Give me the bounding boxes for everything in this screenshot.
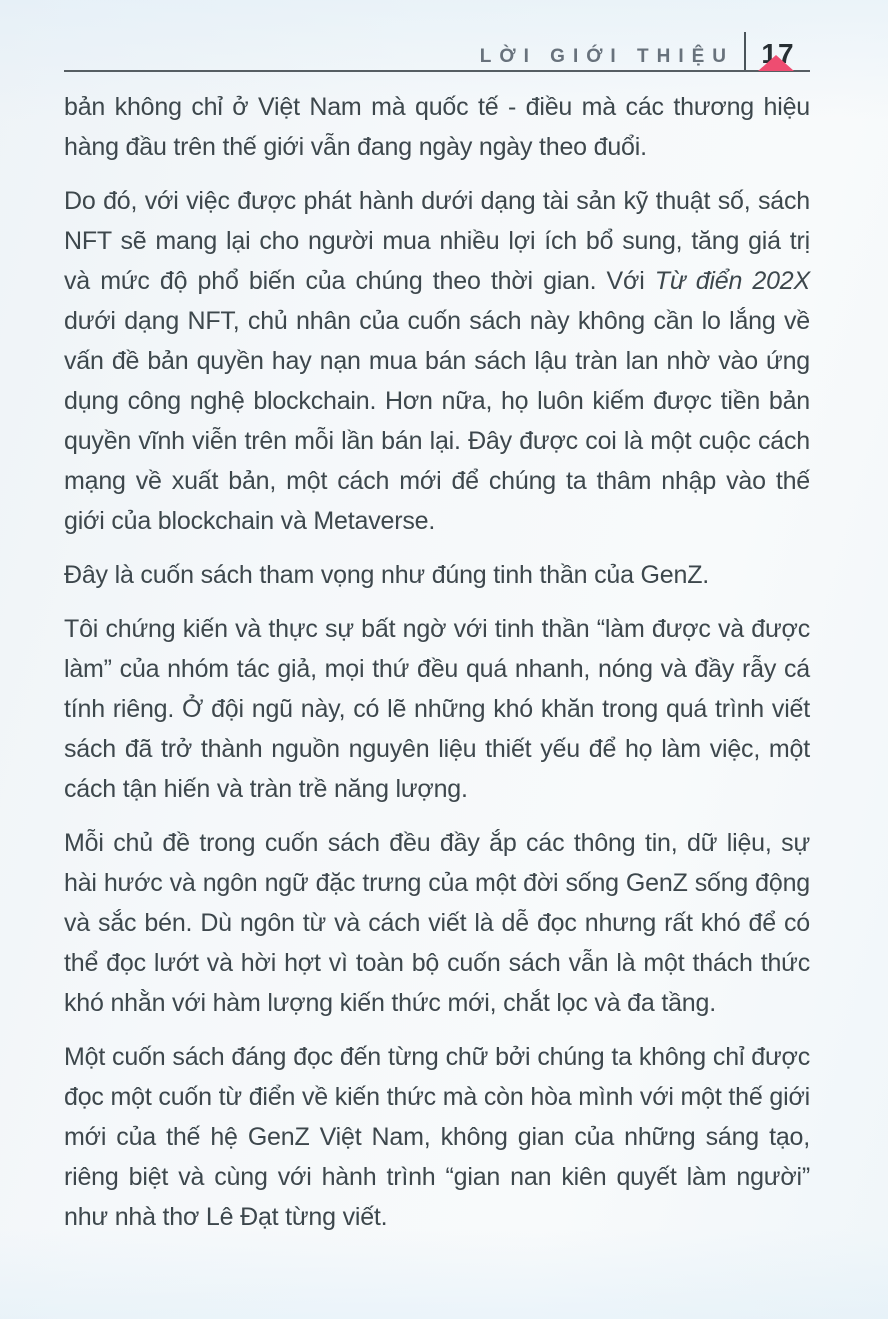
- paragraph: [64, 823, 810, 1023]
- text-run: Tôi chứng kiến và thực sự bất ngờ với tinh thần “làm được và được làm” của nhóm tác giả, mọi thứ đều quá nhanh, nóng và đầy rẫy cá tính riêng. Ở đội ngũ này, có lẽ những khó khăn trong quá trình viết sách đã trở thành nguồn nguyên liệu thiết yếu để họ làm việc, một cách tận hiến và tràn trề năng lượng.: [64, 615, 810, 803]
- text-run: Do đó, với việc được phát hành dưới dạng tài sản kỹ thuật số, sách NFT sẽ mang lại cho người mua nhiều lợi ích bổ sung, tăng giá trị và mức độ phổ biến của chúng theo thời gian. Với: [64, 187, 810, 295]
- text-run: Một cuốn sách đáng đọc đến từng chữ bởi chúng ta không chỉ được đọc một cuốn từ điển về kiến thức mà còn hòa mình với một thế giới mới của thế hệ GenZ Việt Nam, không gian của những sáng tạo, riêng biệt và cùng với hành trình “gian nan kiên quyết làm người” như nhà thơ Lê Đạt từng viết.: [64, 1043, 810, 1231]
- triangle-accent-icon: [758, 55, 794, 71]
- text-run: Mỗi chủ đề trong cuốn sách đều đầy ắp các thông tin, dữ liệu, sự hài hước và ngôn ngữ đặc trưng của một đời sống GenZ sống động và sắc bén. Dù ngôn từ và cách viết là dễ đọc nhưng rất khó để có thể đọc lướt và hời hợt vì toàn bộ cuốn sách vẫn là một thách thức khó nhằn với hàm lượng kiến thức mới, chắt lọc và đa tầng.: [64, 829, 810, 1017]
- body-text: [64, 87, 810, 1237]
- page-number: 17: [761, 38, 795, 69]
- paragraph: [64, 181, 810, 541]
- paragraph: [64, 1037, 810, 1237]
- text-run: Đây là cuốn sách tham vọng như đúng tinh thần của GenZ.: [64, 561, 710, 589]
- paragraph: [64, 87, 810, 167]
- header-rule: [64, 70, 810, 72]
- book-title-italic: Từ điển 202X: [654, 267, 810, 295]
- paragraph: [64, 609, 810, 809]
- text-run: dưới dạng NFT, chủ nhân của cuốn sách này không cần lo lắng về vấn đề bản quyền hay nạn mua bán sách lậu tràn lan nhờ vào ứng dụng công nghệ blockchain. Hơn nữa, họ luôn kiếm được tiền bản quyền vĩnh viễn trên mỗi lần bán lại. Đây được coi là một cuộc cách mạng về xuất bản, một cách mới để chúng ta thâm nhập vào thế giới của blockchain và Metaverse.: [64, 307, 810, 535]
- page-header: [64, 26, 810, 70]
- running-header-title: LỜI GIỚI THIỆU: [479, 46, 734, 67]
- header-rule-wrap: [64, 70, 810, 72]
- text-run: bản không chỉ ở Việt Nam mà quốc tế - điều mà các thương hiệu hàng đầu trên thế giới vẫn đang ngày ngày theo đuổi.: [64, 93, 810, 161]
- paragraph: [64, 555, 810, 595]
